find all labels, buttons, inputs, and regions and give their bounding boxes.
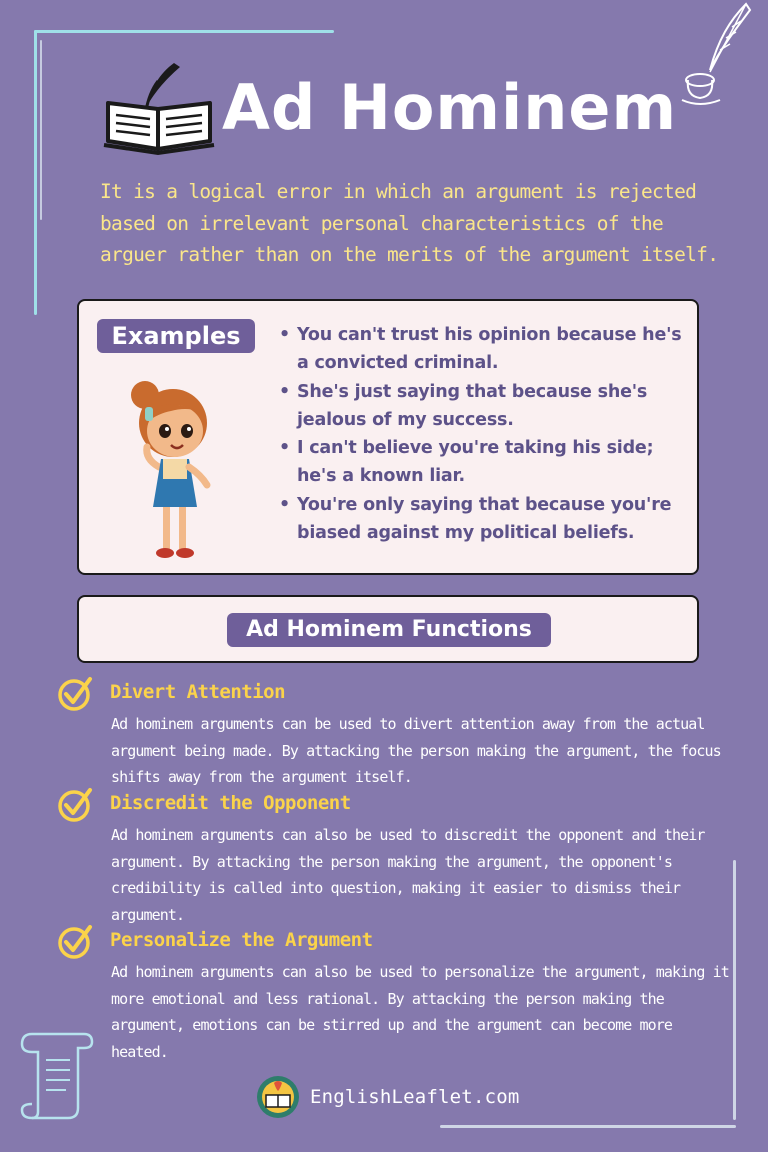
frame-line-top xyxy=(34,30,334,33)
example-item: • I can't believe you're taking his side; he's a known liar. xyxy=(279,434,689,491)
function-body: Ad hominem arguments can also be used to discredit the opponent and their argument. By attacking the person making the argument, the opponent's credibility is called into question, making it easier to dismiss their argument. xyxy=(111,826,705,925)
site-url[interactable]: EnglishLeaflet.com xyxy=(310,1086,520,1108)
english-leaflet-logo xyxy=(256,1075,300,1119)
definition-text: It is a logical error in which an argument is rejected based on irrelevant personal characteristics of the arguer rather than on the merits of the argument itself. xyxy=(100,180,719,266)
header xyxy=(100,58,677,158)
girl-illustration xyxy=(115,367,225,565)
function-title: Divert Attention xyxy=(110,681,286,703)
frame-line-bottom xyxy=(440,1125,736,1128)
footer xyxy=(256,1074,520,1120)
examples-panel xyxy=(77,299,699,575)
frame-line-right xyxy=(733,860,736,1120)
functions-heading: Ad Hominem Functions xyxy=(227,613,551,647)
frame-line-left xyxy=(34,30,37,315)
example-item: • You can't trust his opinion because he's a convicted criminal. xyxy=(279,321,689,378)
example-item: • She's just saying that because she's jealous of my success. xyxy=(279,378,689,435)
quill-inkwell-icon xyxy=(680,0,760,110)
check-circle-icon xyxy=(56,675,94,713)
function-title: Discredit the Opponent xyxy=(110,792,351,814)
example-item: • You're only saying that because you're biased against my political beliefs. xyxy=(279,491,689,548)
check-circle-icon xyxy=(56,923,94,961)
scroll-icon xyxy=(18,1024,98,1124)
functions-panel xyxy=(77,595,699,663)
examples-label: Examples xyxy=(97,319,255,353)
check-circle-icon xyxy=(56,786,94,824)
page-title: Ad Hominem xyxy=(222,71,678,144)
open-book-quill-icon xyxy=(100,59,218,157)
function-body: Ad hominem arguments can be used to divert attention away from the actual argument being made. By attacking the person making the argument, the focus shifts away from the argument itself. xyxy=(111,715,721,787)
function-title: Personalize the Argument xyxy=(110,929,373,951)
function-body: Ad hominem arguments can also be used to personalize the argument, making it more emotional and less rational. By attacking the person making the argument, emotions can be stirred up and the argument can become more heated. xyxy=(111,963,729,1062)
frame-line-left-b xyxy=(40,40,42,220)
examples-list xyxy=(279,321,689,547)
